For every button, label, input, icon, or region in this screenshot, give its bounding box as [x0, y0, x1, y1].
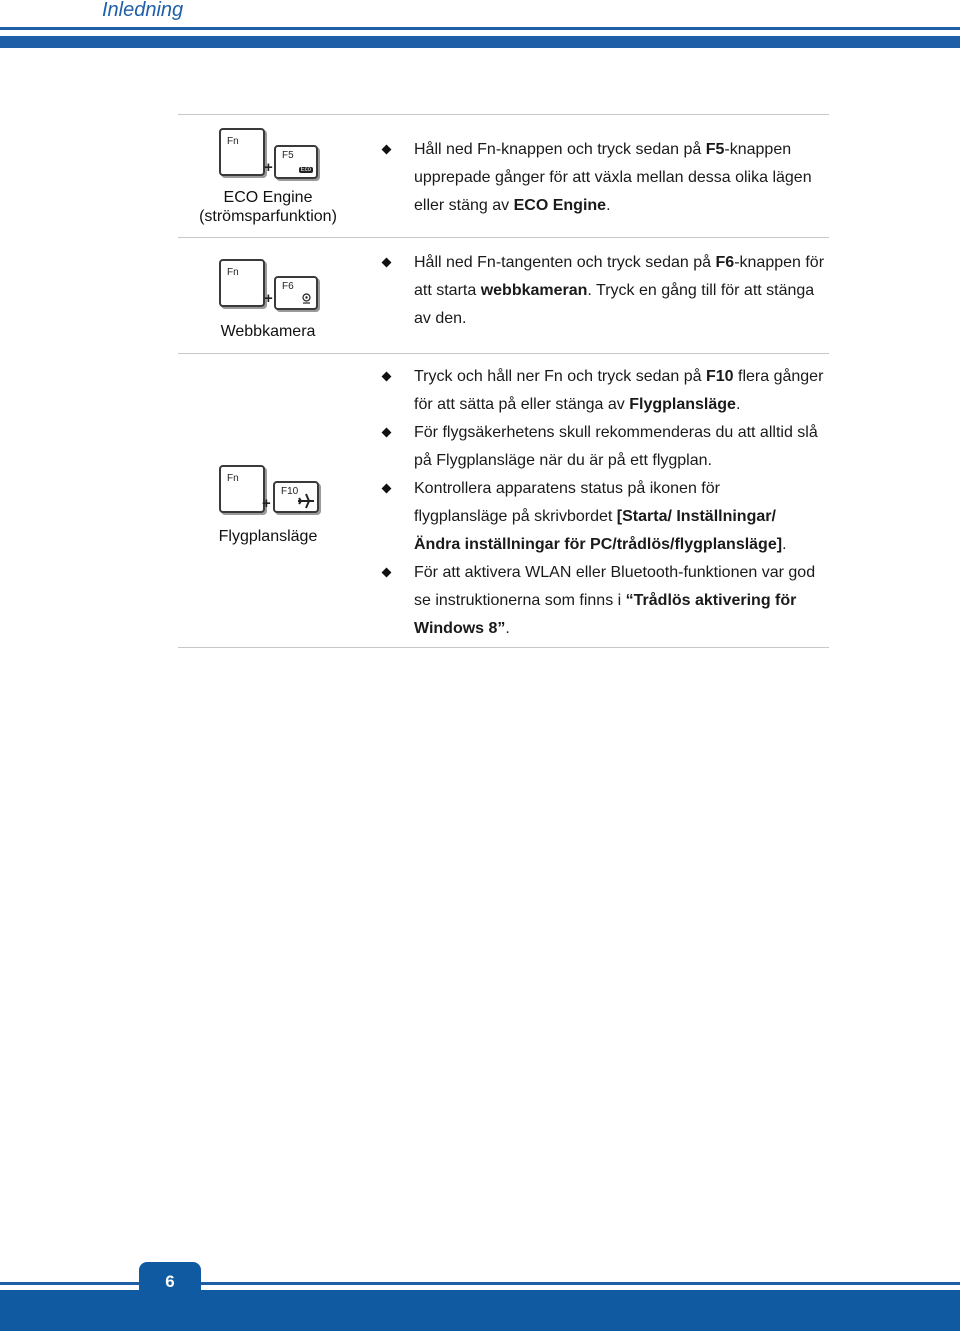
- key-label: Fn: [227, 473, 239, 484]
- f6-key: [274, 276, 318, 310]
- bullet-text: Håll ned Fn-knappen och tryck sedan på F5-knappen upprepade gånger för att växla mellan dessa olika lägen eller stäng av ECO Engine.: [414, 141, 812, 214]
- key-label: Fn: [227, 267, 239, 278]
- bullet-icon: [382, 428, 392, 438]
- key-label: F10: [281, 486, 299, 497]
- bullet-text: För flygsäkerhetens skull rekommenderas du att alltid slå på Flygplansläge när du är på ett flygplan.: [414, 424, 818, 469]
- key-label: F6: [282, 281, 294, 292]
- row-label: Webbkamera: [220, 323, 316, 340]
- table-rule: [178, 114, 829, 115]
- bullet-icon: [382, 484, 392, 494]
- bullet-text: Kontrollera apparatens status på ikonen för flygplansläge på skrivbordet [Starta/ Inställningar/ Ändra inställningar för PC/trådlös/flygplansläge].: [414, 480, 787, 553]
- table-rule: [178, 647, 829, 648]
- fn-key: [219, 128, 265, 176]
- table-rule: [178, 237, 829, 238]
- bullet-icon: [382, 372, 392, 382]
- airplane-icon: [297, 493, 315, 509]
- f10-key: [273, 481, 319, 513]
- bullet-text: För att aktivera WLAN eller Bluetooth-funktionen var god se instruktionerna som finns i “Trådlös aktivering för Windows 8”.: [414, 564, 816, 637]
- key-label: F5: [282, 150, 294, 161]
- webcam-icon: [301, 293, 312, 304]
- plus-icon: +: [264, 290, 273, 307]
- row-label: [178, 188, 358, 226]
- row-label-line: (strömsparfunktion): [199, 208, 337, 225]
- bullet-text: Tryck och håll ner Fn och tryck sedan på F10 flera gånger för att sätta på eller stänga av Flygplansläge.: [414, 368, 824, 413]
- row-label-line: ECO Engine: [223, 189, 313, 206]
- header-bar: [0, 36, 960, 48]
- key-label: Fn: [227, 136, 239, 147]
- bullet-icon: [382, 145, 392, 155]
- table-rule: [178, 353, 829, 354]
- f5-key: [274, 145, 318, 179]
- plus-icon: +: [264, 159, 273, 176]
- eco-badge-icon: Eco: [300, 167, 311, 173]
- fn-key: [219, 259, 265, 307]
- page-number: 6: [139, 1262, 201, 1306]
- bullet-icon: [382, 568, 392, 578]
- bullet-text: Håll ned Fn-tangenten och tryck sedan på F6-knappen för att starta webbkameran. Tryck en gång till för att stänga av den.: [414, 254, 825, 327]
- fn-key: [219, 465, 265, 513]
- row-label: Flygplansläge: [218, 528, 318, 545]
- header-rule: [0, 27, 960, 30]
- plus-icon: +: [262, 495, 271, 512]
- bullet-icon: [382, 258, 392, 268]
- chapter-title: Inledning: [102, 0, 184, 21]
